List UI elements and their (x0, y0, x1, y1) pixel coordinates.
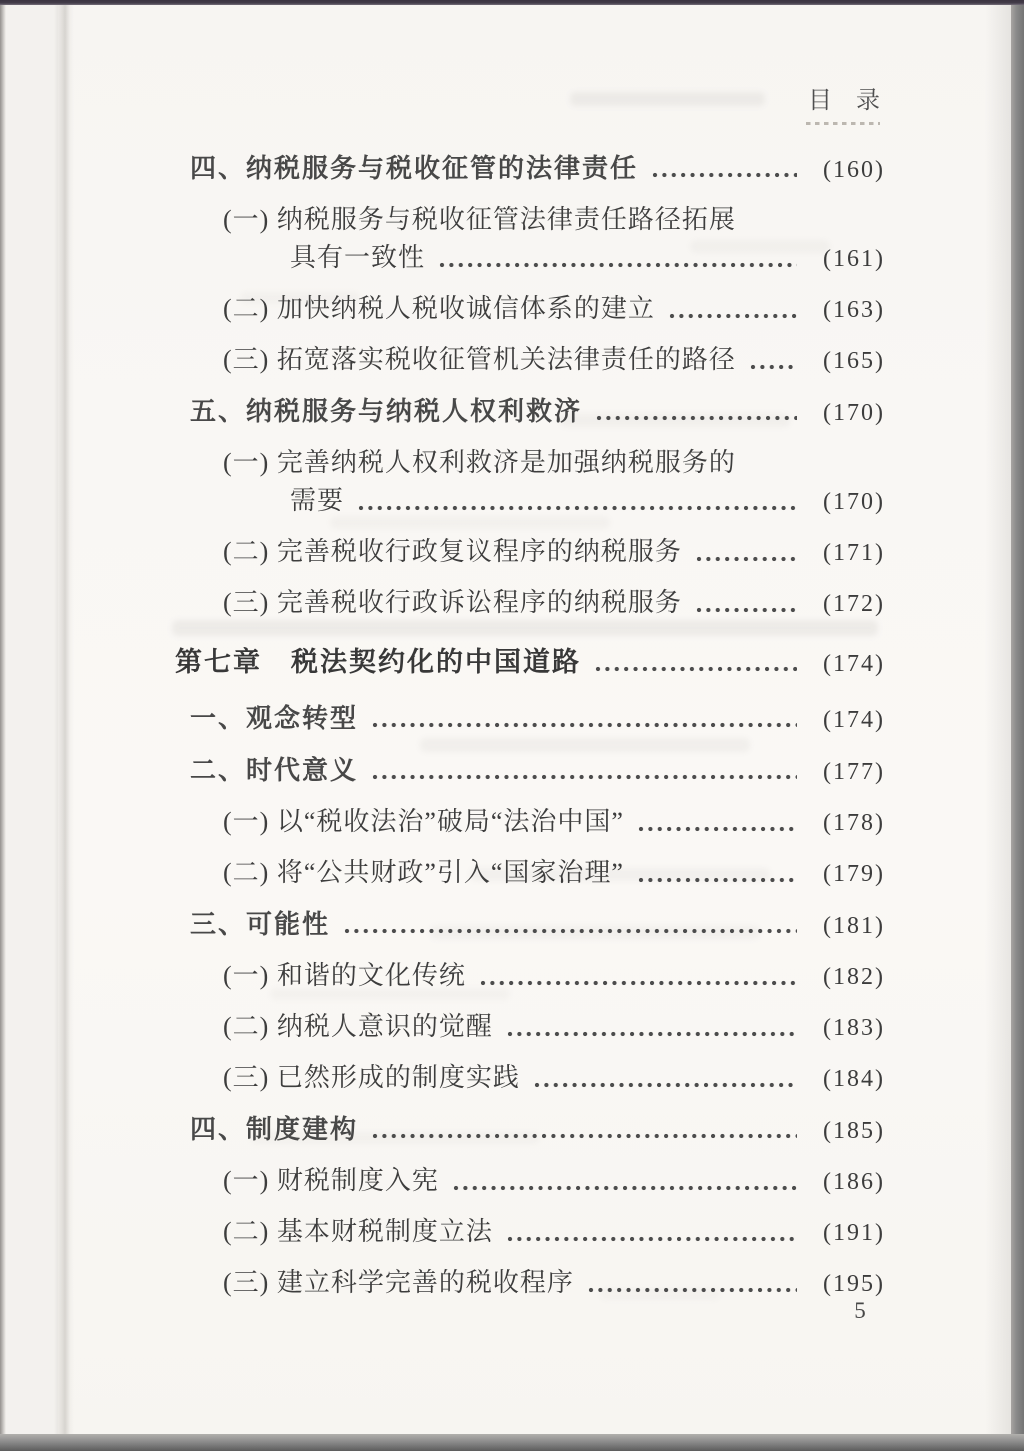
scan-edge-right (1011, 0, 1024, 1451)
toc-list (175, 149, 885, 1315)
page-number: 5 (854, 1298, 866, 1323)
dot-leader (451, 1162, 797, 1201)
toc-entry-page: (161) (823, 246, 885, 272)
toc-entry-page: (170) (823, 489, 885, 515)
toc-entry (175, 392, 885, 432)
toc-entry (175, 751, 885, 791)
dot-leader (748, 341, 797, 380)
dot-leader (650, 149, 797, 189)
toc-entry-label: (三) 拓宽落实税收征管机关法律责任的路径 (223, 345, 736, 374)
toc-entry-label: (一) 财税制度入宪 (223, 1166, 439, 1195)
toc-entry-line (190, 1110, 885, 1150)
toc-entry (175, 1008, 885, 1047)
toc-entry-line (223, 584, 885, 623)
toc-entry-line (223, 201, 885, 239)
toc-entry-page: (170) (823, 400, 885, 426)
header-dashed-underline (806, 122, 880, 125)
toc-entry-line (223, 1213, 885, 1252)
dot-leader (532, 1059, 797, 1098)
toc-entry-page: (174) (823, 651, 885, 677)
dot-leader (505, 1008, 797, 1047)
toc-entry-line (190, 392, 885, 432)
toc-entry-line (223, 1008, 885, 1047)
toc-entry-line (223, 341, 885, 380)
scan-edge-left (0, 0, 6, 1451)
toc-entry (175, 643, 885, 683)
toc-entry-page: (182) (823, 964, 885, 990)
toc-entry-label: (三) 完善税收行政诉讼程序的纳税服务 (223, 588, 682, 617)
toc-entry-line (223, 290, 885, 329)
toc-entry-line (190, 149, 885, 189)
toc-entry-page: (165) (823, 348, 885, 374)
toc-entry-label: (二) 完善税收行政复议程序的纳税服务 (223, 537, 682, 566)
dot-leader (694, 533, 797, 572)
toc-entry-line (223, 1264, 885, 1303)
dot-leader (594, 392, 797, 432)
toc-entry-label: (三) 建立科学完善的税收程序 (223, 1268, 574, 1297)
toc-entry-page: (184) (823, 1066, 885, 1092)
toc-entry-label: 三、可能性 (190, 909, 331, 939)
toc-entry-page: (160) (823, 157, 885, 183)
scan-edge-top (0, 0, 1024, 5)
toc-entry-page: (172) (823, 591, 885, 617)
toc-entry-page: (163) (823, 297, 885, 323)
right-inner-shadow (985, 0, 1011, 1451)
page-header-title: 目 录 (808, 87, 880, 114)
toc-entry-line (190, 751, 885, 791)
toc-entry-page: (185) (823, 1118, 885, 1144)
dot-leader (370, 751, 797, 791)
toc-entry (175, 1059, 885, 1098)
dot-leader (370, 1110, 797, 1150)
toc-entry (175, 533, 885, 572)
toc-entry-continuation-label: 需要 (290, 486, 345, 515)
dot-leader (478, 957, 797, 996)
toc-entry-label: (一) 和谐的文化传统 (223, 961, 466, 990)
toc-entry (175, 803, 885, 842)
toc-entry-label: (一) 以“税收法治”破局“法治中国” (223, 807, 624, 836)
toc-entry-continuation-line (223, 482, 885, 521)
toc-entry-page: (177) (823, 759, 885, 785)
toc-entry-page: (191) (823, 1220, 885, 1246)
dot-leader (370, 699, 797, 739)
toc-entry-line (223, 444, 885, 482)
toc-entry-line (223, 533, 885, 572)
toc-entry-label: 一、观念转型 (190, 703, 359, 733)
toc-entry-label: 四、制度建构 (190, 1114, 359, 1144)
toc-entry-line (223, 957, 885, 996)
toc-entry-page: (181) (823, 913, 885, 939)
toc-entry-page: (178) (823, 810, 885, 836)
toc-entry-label: (二) 纳税人意识的觉醒 (223, 1012, 493, 1041)
bleed-through-artifact (570, 92, 765, 106)
dot-leader (694, 584, 797, 623)
dot-leader (342, 905, 797, 945)
toc-entry-line (223, 803, 885, 842)
dot-leader (356, 482, 797, 521)
toc-entry (175, 699, 885, 739)
toc-entry (175, 1162, 885, 1201)
toc-entry (175, 149, 885, 189)
toc-entry-page: (183) (823, 1015, 885, 1041)
toc-entry-line (175, 643, 885, 683)
toc-entry-line (223, 854, 885, 893)
toc-entry-line (223, 1059, 885, 1098)
toc-entry-continuation-line (223, 239, 885, 278)
toc-entry (175, 905, 885, 945)
dot-leader (437, 239, 797, 278)
dot-leader (636, 803, 797, 842)
toc-entry-line (190, 699, 885, 739)
toc-entry-line (190, 905, 885, 945)
toc-entry-label: (三) 已然形成的制度实践 (223, 1063, 520, 1092)
toc-entry-page: (174) (823, 707, 885, 733)
toc-entry (175, 584, 885, 623)
toc-entry-label: 五、纳税服务与纳税人权利救济 (190, 396, 583, 426)
toc-entry (175, 444, 885, 521)
toc-entry-label: (二) 将“公共财政”引入“国家治理” (223, 858, 624, 887)
dot-leader (505, 1213, 797, 1252)
toc-entry-page: (171) (823, 540, 885, 566)
toc-entry (175, 1213, 885, 1252)
dot-leader (667, 290, 797, 329)
scan-edge-bottom (0, 1434, 1024, 1451)
toc-entry-label: 二、时代意义 (190, 755, 359, 785)
toc-entry-page: (195) (823, 1271, 885, 1297)
toc-entry-line (223, 1162, 885, 1201)
dot-leader (593, 643, 797, 683)
dot-leader (586, 1264, 797, 1303)
toc-entry-label: 第七章 税法契约化的中国道路 (175, 647, 581, 677)
toc-entry-label: (二) 加快纳税人税收诚信体系的建立 (223, 294, 655, 323)
toc-entry (175, 1264, 885, 1303)
toc-entry (175, 341, 885, 380)
toc-entry (175, 201, 885, 278)
toc-entry-label: (一) 完善纳税人权利救济是加强纳税服务的 (223, 448, 736, 477)
dot-leader (636, 854, 797, 893)
toc-entry (175, 957, 885, 996)
toc-entry (175, 854, 885, 893)
toc-entry-page: (186) (823, 1169, 885, 1195)
toc-entry-label: 四、纳税服务与税收征管的法律责任 (190, 153, 639, 183)
page-fold-line (54, 0, 74, 1451)
toc-entry-label: (一) 纳税服务与税收征管法律责任路径拓展 (223, 205, 736, 234)
toc-entry (175, 1110, 885, 1150)
toc-entry-continuation-label: 具有一致性 (290, 243, 426, 272)
left-page-edge-shade (0, 0, 58, 1451)
toc-entry-page: (179) (823, 861, 885, 887)
toc-entry (175, 290, 885, 329)
toc-entry-label: (二) 基本财税制度立法 (223, 1217, 493, 1246)
